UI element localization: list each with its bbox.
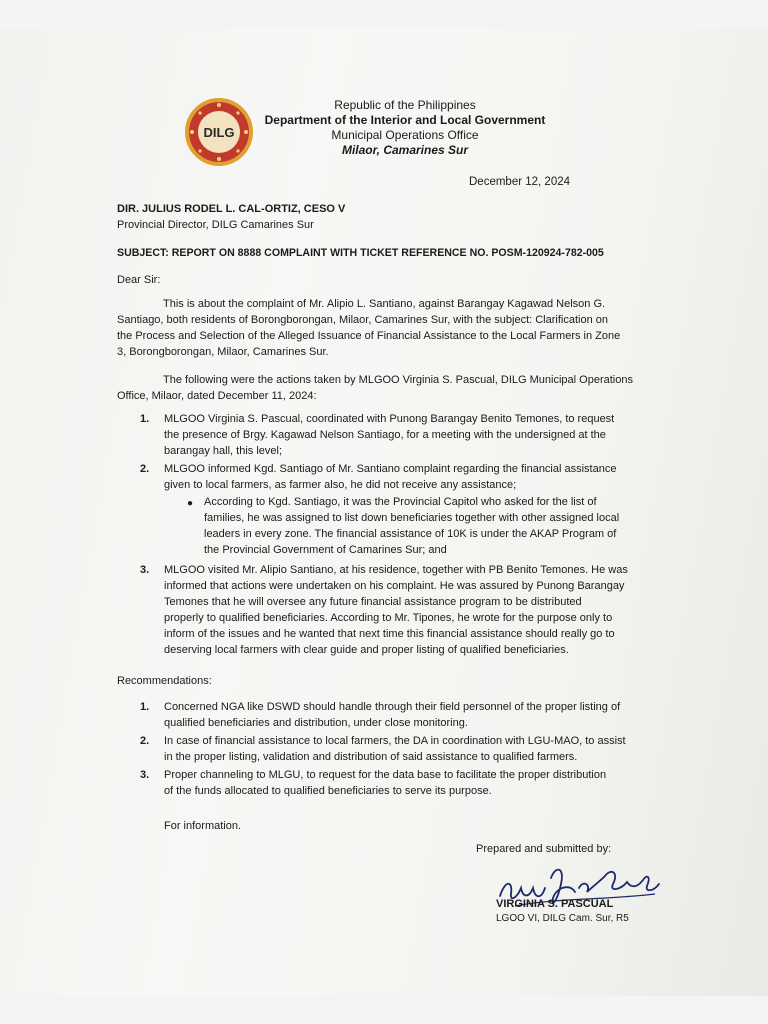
list-item-line: in the proper listing, validation and distribution of said assistance to qualified farmers. [164,751,578,763]
list-item-line: the presence of Brgy. Kagawad Nelson Santiago, for a meeting with the undersigned at the [164,429,606,441]
letter-date: December 12, 2024 [469,176,571,188]
paragraph-line: 3, Borongborongan, Milaor, Camarines Sur. [117,346,329,358]
subject-line: SUBJECT: REPORT ON 8888 COMPLAINT WITH TICKET REFERENCE NO. POSM-120924-782-005 [117,247,604,259]
recommendations-heading: Recommendations: [117,675,212,687]
seal-label: DILG [203,125,235,140]
list-item-line: of the funds allocated to qualified beneficiaries to serve its purpose. [164,785,492,797]
bottom-margin [0,996,768,1024]
paragraph-line: This is about the complaint of Mr. Alipio L. Santiano, against Barangay Kagawad Nelson G. [163,298,606,310]
sub-item-line: the Provincial Government of Camarines Sur; and [204,544,447,556]
list-item-line: qualified beneficiaries and distribution, under close monitoring. [164,717,468,729]
signatory-title: LGOO VI, DILG Cam. Sur, R5 [496,913,629,924]
sub-item-line: According to Kgd. Santiago, it was the Provincial Capitol who asked for the list of [204,496,597,508]
list-item-line: MLGOO informed Kgd. Santiago of Mr. Santiano complaint regarding the financial assistance [164,463,617,475]
letterhead-office: Municipal Operations Office [331,128,479,142]
sub-item-line: families, he was assigned to list down beneficiaries together with other assigned local [204,512,620,524]
list-number: 2. [140,735,150,747]
dilg-seal-icon [183,96,255,168]
list-number: 2. [140,463,150,475]
letterhead-agency: Department of the Interior and Local Government [264,113,546,127]
list-item-line: Proper channeling to MLGU, to request for the data base to facilitate the proper distribution [164,769,607,781]
list-item-line: properly to qualified beneficiaries. According to Mr. Tipones, he wrote for the purpose only to [164,612,613,624]
list-item-line: Concerned NGA like DSWD should handle through their field personnel of the proper listing of [164,701,621,713]
signatory-name: VIRGINIA S. PASCUAL [496,898,614,910]
addressee-name: DIR. JULIUS RODEL L. CAL-ORTIZ, CESO V [117,203,346,215]
paragraph-line: Santiago, both residents of Borongborongan, Milaor, Camarines Sur, with the subject: Clarification on [117,314,608,326]
list-item-line: inform of the issues and he wanted that next time this financial assistance should really go to [164,628,615,640]
addressee-title: Provincial Director, DILG Camarines Sur [117,219,314,231]
paragraph-line: The following were the actions taken by MLGOO Virginia S. Pascual, DILG Municipal Operations [163,374,633,386]
list-number: 3. [140,564,150,576]
sub-item-line: leaders in every zone. The financial assistance of 10K is under the AKAP Program of [204,528,617,540]
list-item-line: barangay hall, this level; [164,445,283,457]
bullet-icon: ● [187,498,194,509]
list-number: 3. [140,769,150,781]
letterhead-location: Milaor, Camarines Sur [341,143,469,157]
salutation: Dear Sir: [117,274,161,286]
prepared-by-label: Prepared and submitted by: [476,843,612,855]
paragraph-line: the Process and Selection of the Alleged Issuance of Financial Assistance to the Local Farmers in Zone [117,330,621,342]
list-item-line: deserving local farmers with clear guide and proper listing of qualified beneficiaries. [164,644,569,656]
list-number: 1. [140,701,150,713]
paragraph-line: Office, Milaor, dated December 11, 2024: [117,390,317,402]
list-item-line: MLGOO visited Mr. Alipio Santiano, at his residence, together with PB Benito Temones. He was [164,564,628,576]
list-item-line: informed that actions were undertaken on his complaint. He was assured by Punong Barangay [164,580,625,592]
closing-line: For information. [164,820,242,832]
top-margin [0,0,768,28]
letterhead-country: Republic of the Philippines [334,98,476,112]
list-number: 1. [140,413,150,425]
list-item-line: Temones that he will oversee any future financial assistance program to be distributed [164,596,582,608]
list-item-line: given to local farmers, as farmer also, he did not receive any assistance; [164,479,517,491]
document-page [0,28,768,996]
list-item-line: In case of financial assistance to local farmers, the DA in coordination with LGU-MAO, to assist [164,735,626,747]
letterhead [250,98,560,158]
list-item-line: MLGOO Virginia S. Pascual, coordinated with Punong Barangay Benito Temones, to request [164,413,615,425]
